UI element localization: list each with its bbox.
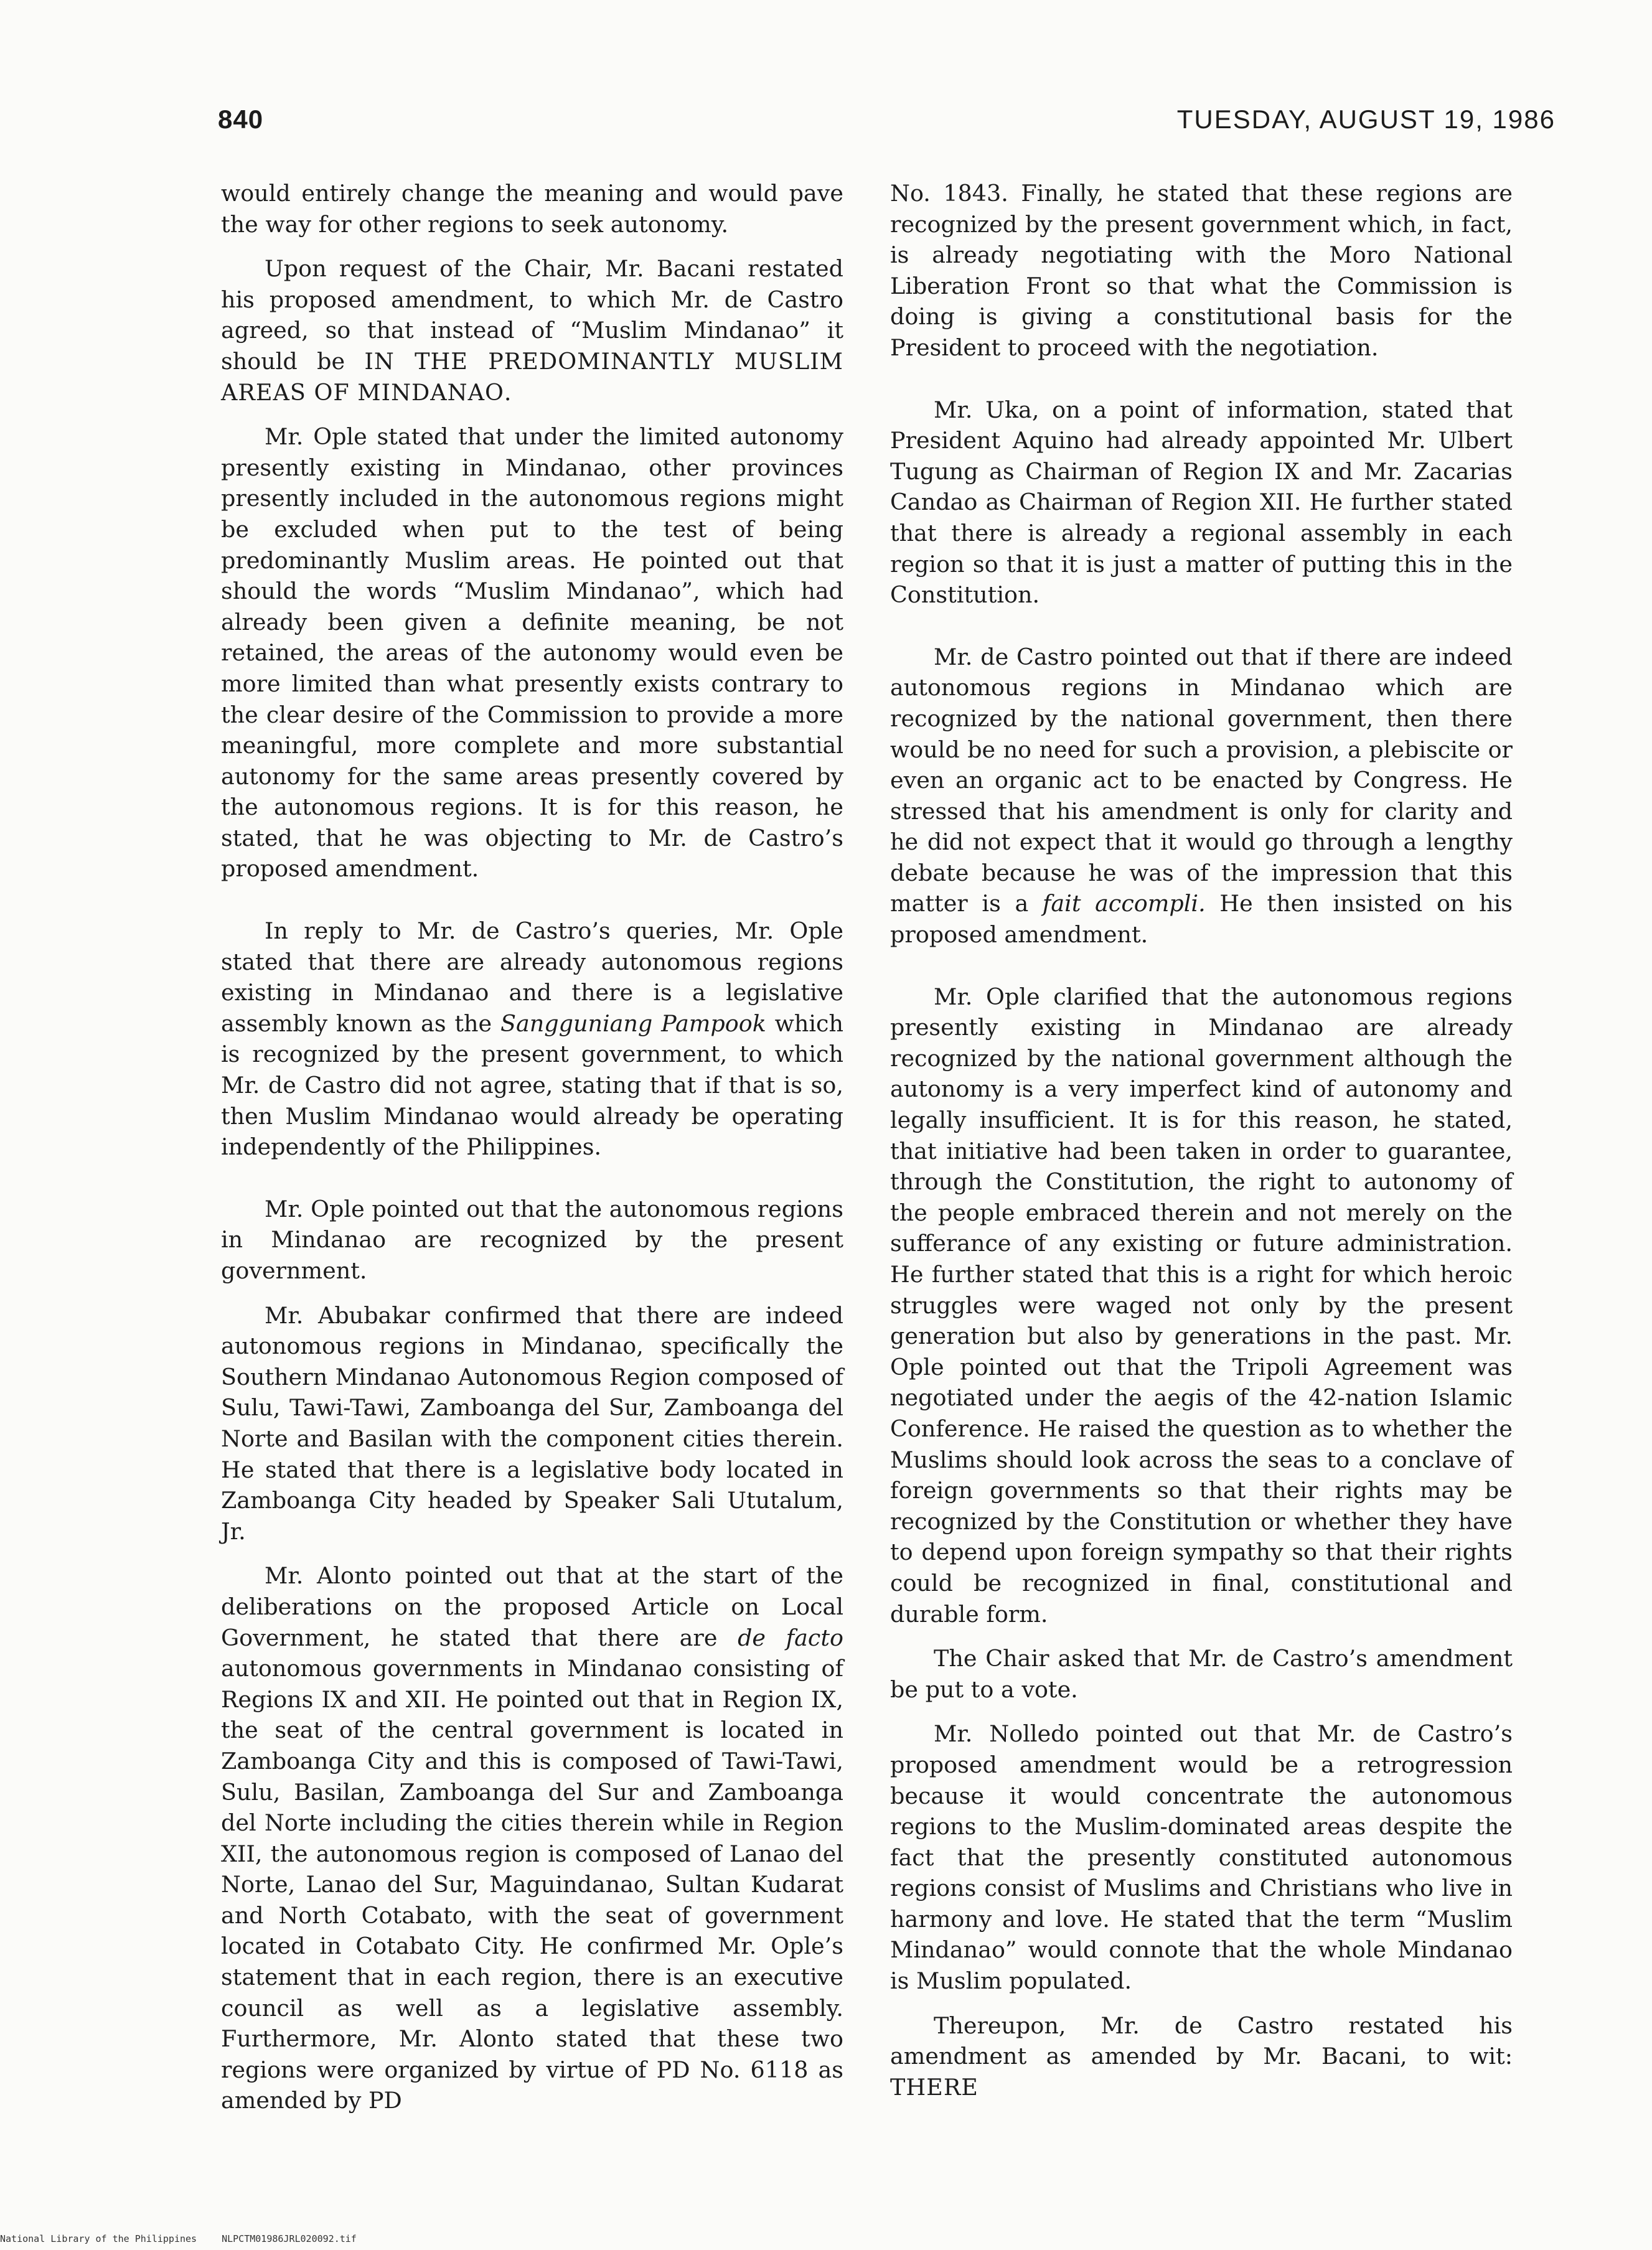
paragraph: No. 1843. Finally, he stated that these regions are recognized by the present government which, in fact, is already negotiating with the Moro National Liberation Front so that what the Commission is doing is giving a constitutional basis for the President to proceed with the negotiation. bbox=[890, 180, 1513, 361]
paragraph: Mr. Ople clarified that the autonomous regions presently existing in Mindanao are already recognized by the national government although the autonomy is a very imperfect kind of autonomy and legally insufficient. It is for this reason, he stated, that initiative had been taken in order to guarantee, through the Constitution, the right to autonomy of the people embraced therein and not merely on the sufferance of any existing or future administration. He further stated that this is a right for which heroic struggles were waged not only by the present generation but also by generations in the past. Mr. Ople pointed out that the Tripoli Agreement was negotiated under the aegis of the 42-nation Islamic Conference. He raised the question as to whether the Muslims should look across the seas to a conclave of foreign governments so that their rights may be recognized by the Constitution or whether they have to depend upon foreign sympathy so that their rights could be recognized in final, constitutional and durable form. bbox=[890, 983, 1513, 1628]
scan-footer bbox=[0, 2233, 382, 2244]
paragraph: Thereupon, Mr. de Castro restated his amendment as amended by Mr. Bacani, to wit: THERE bbox=[890, 2012, 1513, 2101]
paragraph: The Chair asked that Mr. de Castro’s amendment be put to a vote. bbox=[890, 1645, 1513, 1703]
paragraph: In reply to Mr. de Castro’s queries, Mr. Ople stated that there are already autonomous regions existing in Mindanao and there is a legislative assembly known as the Sangguniang Pampook which is recognized by the present government, to which Mr. de Castro did not agree, stating that if that is so, then Muslim Mindanao would already be operating independently of the Philippines. bbox=[221, 917, 843, 1161]
footer-file: NLPCTM01986JRL020092.tif bbox=[222, 2233, 357, 2244]
paragraph: Mr. Ople pointed out that the autonomous regions in Mindanao are recognized by the present government. bbox=[221, 1195, 843, 1284]
paragraph: Mr. Alonto pointed out that at the start of the deliberations on the proposed Article on Local Government, he stated that there are de facto autonomous governments in Mindanao consisting of Regions IX and XII. He pointed out that in Region IX, the seat of the central government is located in Zamboanga City and this is composed of Tawi-Tawi, Sulu, Basilan, Zamboanga del Sur and Zamboanga del Norte including the cities therein while in Region XII, the autonomous region is composed of Lanao del Norte, Lanao del Sur, Maguindanao, Sultan Kudarat and North Cotabato, with the seat of government located in Cotabato City. He confirmed Mr. Ople’s statement that in each region, there is an executive council as well as a legislative assembly. Furthermore, Mr. Alonto stated that these two regions were organized by virtue of PD No. 6118 as amended by PD bbox=[221, 1562, 843, 2114]
page-number: 840 bbox=[218, 105, 264, 134]
paragraph: Upon request of the Chair, Mr. Bacani restated his proposed amendment, to which Mr. de Castro agreed, so that instead of “Muslim Mindanao” it should be IN THE PREDOMINANTLY MUSLIM AREAS OF MINDANAO. bbox=[221, 255, 843, 406]
paragraph: Mr. Uka, on a point of information, stated that President Aquino had already appointed Mr. Ulbert Tugung as Chairman of Region IX and Mr. Zacarias Candao as Chairman of Region XII. He further stated that there is already a regional assembly in each region so that it is just a matter of putting this in the Constitution. bbox=[890, 396, 1513, 609]
paragraph: Mr. Abubakar confirmed that there are indeed autonomous regions in Mindanao, specifically the Southern Mindanao Autonomous Region composed of Sulu, Tawi-Tawi, Zamboanga del Sur, Zamboanga del Norte and Basilan with the component cities therein. He stated that there is a legislative body located in Zamboanga City headed by Speaker Sali Ututalum, Jr. bbox=[221, 1301, 843, 1545]
paragraph: Mr. Ople stated that under the limited autonomy presently existing in Mindanao, other provinces presently included in the autonomous regions might be excluded when put to the test of being predominantly Muslim areas. He pointed out that should the words “Muslim Mindanao”, which had already been given a definite meaning, be not retained, the areas of the autonomy would even be more limited than what presently exists contrary to the clear desire of the Commission to provide a more meaningful, more complete and more substantial autonomy for the same areas presently covered by the autonomous regions. It is for this reason, he stated, that he was objecting to Mr. de Castro’s proposed amendment. bbox=[221, 423, 843, 883]
paragraph: Mr. Nolledo pointed out that Mr. de Castro’s proposed amendment would be a retrogression because it would concentrate the autonomous regions to the Muslim-dominated areas despite the fact that the presently constituted autonomous regions consist of Muslims and Christians who live in harmony and love. He stated that the term “Muslim Mindanao” would connote that the whole Mindanao is Muslim populated. bbox=[890, 1720, 1513, 1995]
footer-library: National Library of the Philippines bbox=[0, 2233, 197, 2244]
page-date: TUESDAY, AUGUST 19, 1986 bbox=[1176, 105, 1556, 134]
left-column bbox=[221, 178, 843, 2116]
paragraph: Mr. de Castro pointed out that if there are indeed autonomous regions in Mindanao which are recognized by the national government, then there would be no need for such a provision, a plebiscite or even an organic act to be enacted by Congress. He stressed that his amendment is only for clarity and he did not expect that it would go through a lengthy debate because he was of the impression that this matter is a fait accompli. He then insisted on his proposed amendment. bbox=[890, 643, 1513, 949]
paragraph: would entirely change the meaning and would pave the way for other regions to seek autonomy. bbox=[221, 180, 843, 238]
right-column bbox=[890, 178, 1513, 2102]
